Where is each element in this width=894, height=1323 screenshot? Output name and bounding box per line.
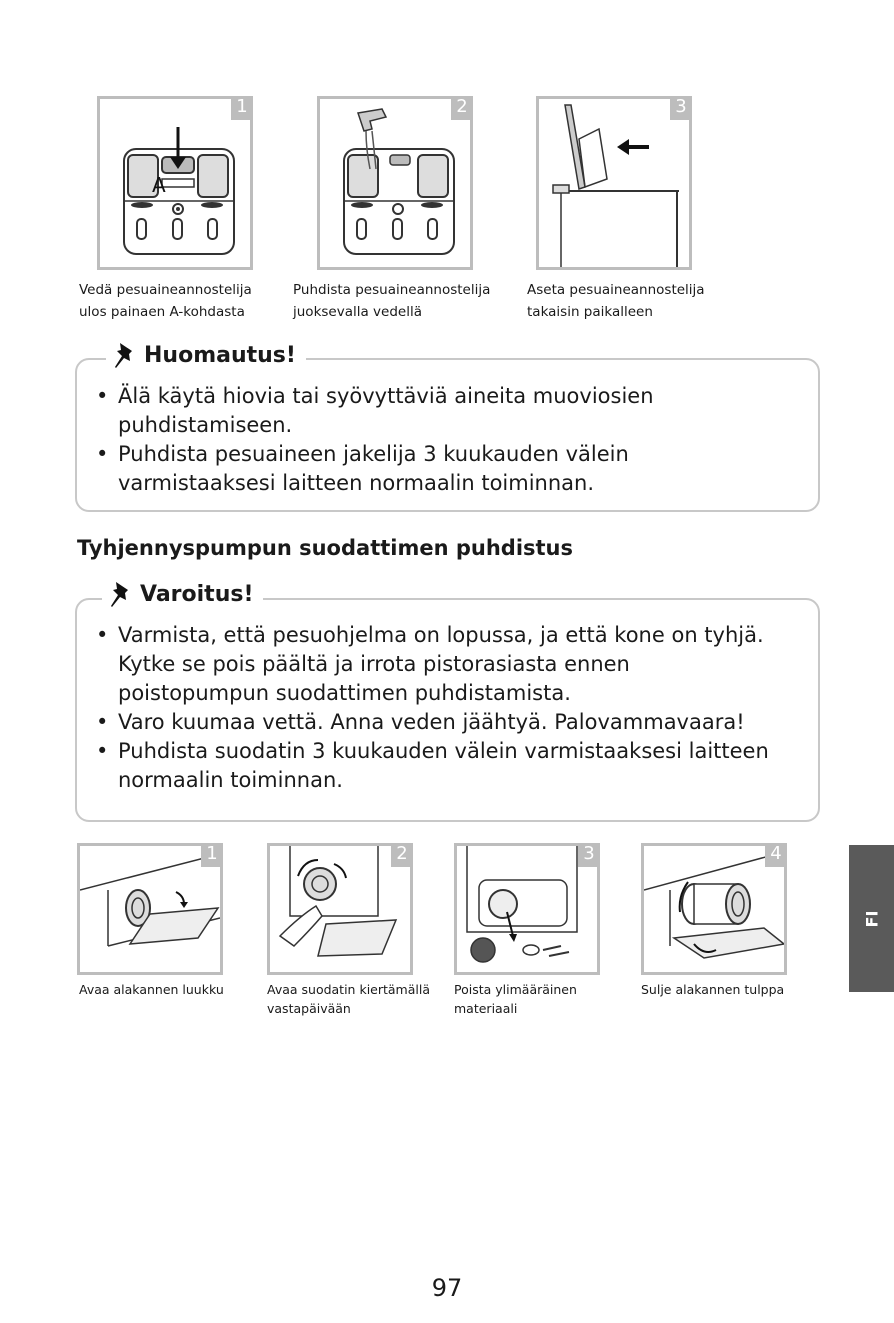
warning-item: • Varmista, että pesuohjelma on lopussa, ja että kone on tyhjä. Kytke se pois päältä ja irrota pistorasiasta ennen poistopumpun suodattimen puhdistamista.	[96, 621, 816, 708]
step-number: 4	[765, 843, 787, 867]
pushpin-icon	[112, 341, 138, 371]
page-number: 97	[431, 1274, 463, 1302]
figure-filter-step-2	[267, 843, 413, 975]
caption-filter-step-3: Poista ylimääräinen materiaali	[454, 982, 577, 1016]
close-cap-illustration	[644, 846, 784, 972]
unscrew-filter-illustration	[270, 846, 410, 972]
step-number: 3	[578, 843, 600, 867]
note-title	[106, 341, 306, 371]
caption-step-1: Vedä pesuaineannostelija ulos painaen A-kohdasta	[79, 282, 252, 320]
note-item: • Puhdista pesuaineen jakelija 3 kuukauden välein varmistaaksesi laitteen normaalin toiminnan.	[96, 440, 796, 498]
step-number: 1	[201, 843, 223, 867]
open-cover-illustration	[80, 846, 220, 972]
figure-filter-step-3	[454, 843, 600, 975]
note-list	[96, 382, 796, 498]
caption-step-2: Puhdista pesuaineannostelija juoksevalla vedellä	[293, 282, 491, 320]
warning-item: • Puhdista suodatin 3 kuukauden välein varmistaaksesi laitteen normaalin toiminnan.	[96, 737, 816, 795]
figure-step-3-insert-drawer	[536, 96, 692, 270]
warning-title-text: Varoitus!	[140, 582, 254, 607]
step-number: 1	[231, 96, 253, 120]
insert-drawer-illustration	[539, 99, 689, 267]
section-heading: Tyhjennyspumpun suodattimen puhdistus	[77, 536, 574, 560]
figure-filter-step-4	[641, 843, 787, 975]
warning-item: • Varo kuumaa vettä. Anna veden jäähtyä. Palovammavaara!	[96, 708, 816, 737]
caption-filter-step-4: Sulje alakannen tulppa	[641, 982, 785, 997]
warning-title	[102, 580, 263, 610]
caption-filter-step-1: Avaa alakannen luukku	[79, 982, 224, 997]
note-title-text: Huomautus!	[144, 343, 296, 368]
rinse-drawer-illustration	[320, 99, 470, 267]
detergent-drawer-illustration	[100, 99, 250, 267]
warning-list	[96, 621, 816, 795]
caption-step-3: Aseta pesuaineannostelija takaisin paikalleen	[527, 282, 705, 320]
language-tab	[849, 845, 894, 992]
figure-filter-step-1	[77, 843, 223, 975]
language-tab-label: FI	[862, 910, 881, 927]
figure-step-2-rinse-drawer	[317, 96, 473, 270]
pushpin-icon	[108, 580, 134, 610]
step-number: 2	[391, 843, 413, 867]
note-item: • Älä käytä hiovia tai syövyttäviä aineita muoviosien puhdistamiseen.	[96, 382, 796, 440]
step-number: 3	[670, 96, 692, 120]
caption-filter-step-2: Avaa suodatin kiertämällä vastapäivään	[267, 982, 431, 1016]
label-a: A	[152, 173, 166, 197]
step-number: 2	[451, 96, 473, 120]
figure-step-1-pull-drawer	[97, 96, 253, 270]
remove-debris-illustration	[457, 846, 597, 972]
